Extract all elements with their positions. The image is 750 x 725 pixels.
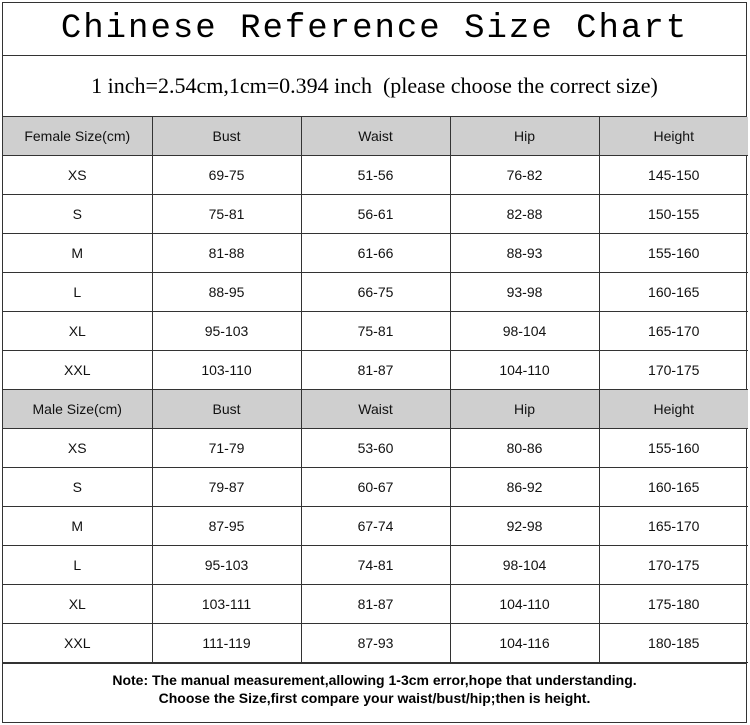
size-table <box>3 117 748 663</box>
chart-title: Chinese Reference Size Chart <box>3 3 746 56</box>
waist-cell: 67-74 <box>301 507 450 546</box>
size-cell: S <box>3 195 152 234</box>
bust-cell: 88-95 <box>152 273 301 312</box>
note-line-1: Note: The manual measurement,allowing 1-3cm error,hope that understanding. <box>112 671 637 688</box>
header-cell: Bust <box>152 117 301 156</box>
size-cell: L <box>3 546 152 585</box>
height-cell: 175-180 <box>599 585 748 624</box>
male-header-row <box>3 390 748 429</box>
hip-cell: 104-110 <box>450 585 599 624</box>
hip-cell: 82-88 <box>450 195 599 234</box>
size-cell: M <box>3 234 152 273</box>
height-cell: 170-175 <box>599 351 748 390</box>
table-row <box>3 546 748 585</box>
header-cell: Height <box>599 117 748 156</box>
table-row <box>3 156 748 195</box>
bust-cell: 69-75 <box>152 156 301 195</box>
bust-cell: 75-81 <box>152 195 301 234</box>
conversion-subtitle: 1 inch=2.54cm,1cm=0.394 inch (please choose the correct size) <box>3 56 746 117</box>
size-cell: XS <box>3 156 152 195</box>
table-row <box>3 351 748 390</box>
size-cell: XXL <box>3 351 152 390</box>
table-row <box>3 507 748 546</box>
bust-cell: 79-87 <box>152 468 301 507</box>
header-cell: Male Size(cm) <box>3 390 152 429</box>
header-cell: Height <box>599 390 748 429</box>
size-cell: XS <box>3 429 152 468</box>
height-cell: 160-165 <box>599 468 748 507</box>
hip-cell: 86-92 <box>450 468 599 507</box>
header-cell: Hip <box>450 117 599 156</box>
bust-cell: 111-119 <box>152 624 301 663</box>
waist-cell: 87-93 <box>301 624 450 663</box>
hip-cell: 88-93 <box>450 234 599 273</box>
height-cell: 145-150 <box>599 156 748 195</box>
waist-cell: 53-60 <box>301 429 450 468</box>
hip-cell: 92-98 <box>450 507 599 546</box>
table-row <box>3 468 748 507</box>
size-cell: XL <box>3 585 152 624</box>
height-cell: 170-175 <box>599 546 748 585</box>
hip-cell: 104-116 <box>450 624 599 663</box>
table-row <box>3 624 748 663</box>
height-cell: 150-155 <box>599 195 748 234</box>
waist-cell: 51-56 <box>301 156 450 195</box>
female-header-row <box>3 117 748 156</box>
hip-cell: 98-104 <box>450 312 599 351</box>
bust-cell: 71-79 <box>152 429 301 468</box>
measurement-note <box>3 663 746 713</box>
note-line-2: Choose the Size,first compare your waist/bust/hip;then is height. <box>158 689 591 706</box>
hip-cell: 80-86 <box>450 429 599 468</box>
table-row <box>3 585 748 624</box>
size-cell: XL <box>3 312 152 351</box>
hip-cell: 98-104 <box>450 546 599 585</box>
bust-cell: 95-103 <box>152 546 301 585</box>
height-cell: 160-165 <box>599 273 748 312</box>
hip-cell: 104-110 <box>450 351 599 390</box>
height-cell: 165-170 <box>599 312 748 351</box>
height-cell: 180-185 <box>599 624 748 663</box>
bust-cell: 95-103 <box>152 312 301 351</box>
waist-cell: 75-81 <box>301 312 450 351</box>
size-cell: L <box>3 273 152 312</box>
size-cell: M <box>3 507 152 546</box>
header-cell: Waist <box>301 117 450 156</box>
hip-cell: 93-98 <box>450 273 599 312</box>
bust-cell: 81-88 <box>152 234 301 273</box>
size-chart <box>2 2 747 723</box>
table-row <box>3 429 748 468</box>
height-cell: 155-160 <box>599 234 748 273</box>
table-row <box>3 312 748 351</box>
bust-cell: 103-110 <box>152 351 301 390</box>
table-row <box>3 195 748 234</box>
waist-cell: 66-75 <box>301 273 450 312</box>
table-row <box>3 234 748 273</box>
header-cell: Female Size(cm) <box>3 117 152 156</box>
waist-cell: 81-87 <box>301 585 450 624</box>
height-cell: 155-160 <box>599 429 748 468</box>
size-cell: XXL <box>3 624 152 663</box>
waist-cell: 81-87 <box>301 351 450 390</box>
waist-cell: 56-61 <box>301 195 450 234</box>
hip-cell: 76-82 <box>450 156 599 195</box>
waist-cell: 60-67 <box>301 468 450 507</box>
header-cell: Waist <box>301 390 450 429</box>
header-cell: Hip <box>450 390 599 429</box>
size-cell: S <box>3 468 152 507</box>
bust-cell: 103-111 <box>152 585 301 624</box>
height-cell: 165-170 <box>599 507 748 546</box>
header-cell: Bust <box>152 390 301 429</box>
waist-cell: 61-66 <box>301 234 450 273</box>
waist-cell: 74-81 <box>301 546 450 585</box>
bust-cell: 87-95 <box>152 507 301 546</box>
table-row <box>3 273 748 312</box>
